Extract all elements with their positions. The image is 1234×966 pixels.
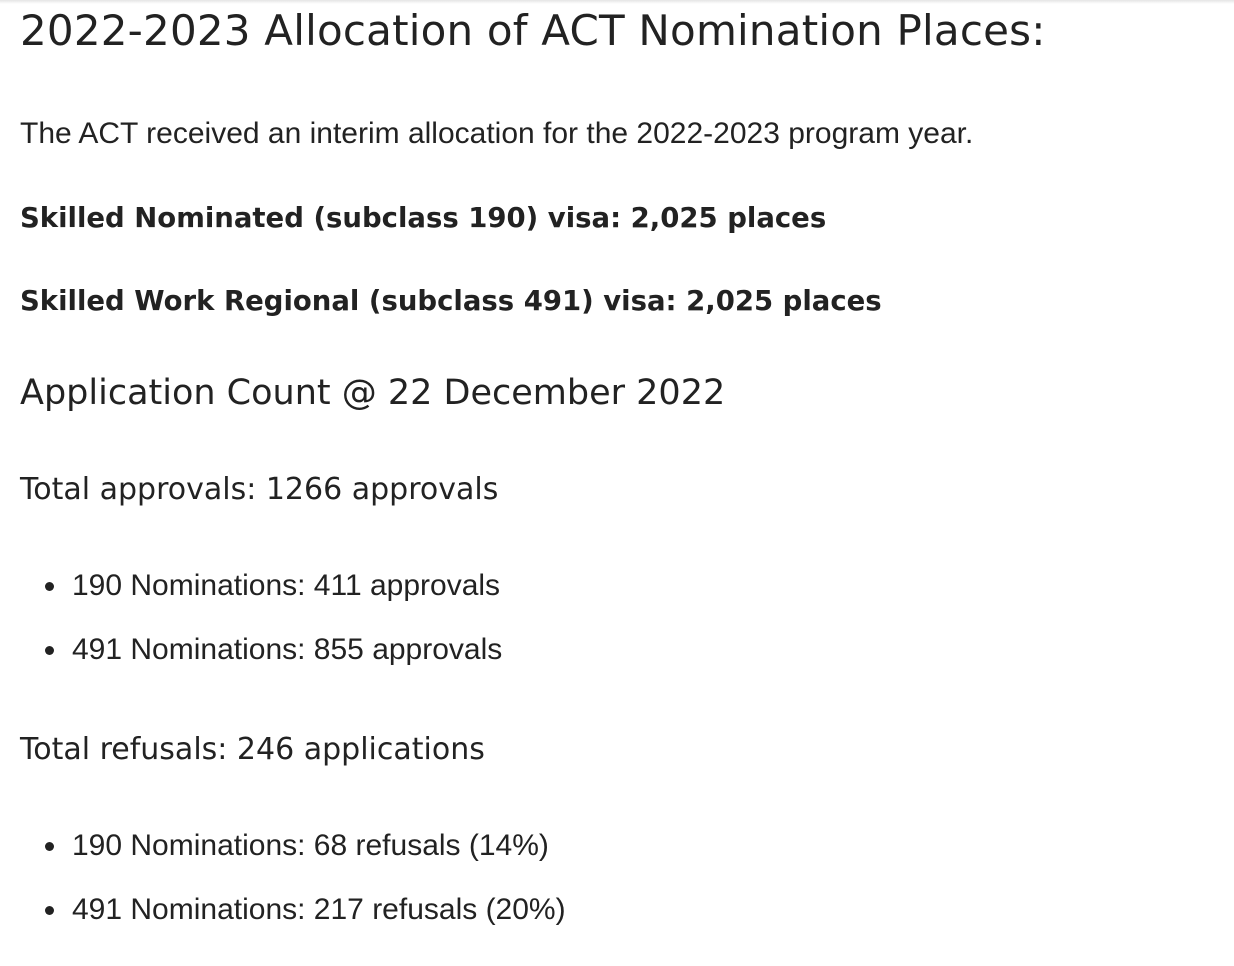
list-item <box>20 890 566 954</box>
refusals-total: Total refusals: 246 applications <box>20 732 485 767</box>
bullet-icon <box>45 906 54 915</box>
list-item <box>20 566 502 630</box>
page-title: 2022-2023 Allocation of ACT Nomination Places: <box>20 6 1046 55</box>
list-item-text: 190 Nominations: 68 refusals (14%) <box>72 829 549 862</box>
count-heading: Application Count @ 22 December 2022 <box>20 373 726 413</box>
list-item <box>20 630 502 694</box>
bullet-icon <box>45 582 54 591</box>
allocation-491: Skilled Work Regional (subclass 491) visa: 2,025 places <box>20 285 882 317</box>
list-item <box>20 826 566 890</box>
bullet-icon <box>45 646 54 655</box>
allocation-190: Skilled Nominated (subclass 190) visa: 2,025 places <box>20 202 827 234</box>
bullet-icon <box>45 842 54 851</box>
list-item-text: 491 Nominations: 855 approvals <box>72 633 503 666</box>
approvals-list <box>20 566 502 694</box>
intro-text: The ACT received an interim allocation for the 2022-2023 program year. <box>20 117 974 150</box>
list-item-text: 491 Nominations: 217 refusals (20%) <box>72 893 566 926</box>
list-item-text: 190 Nominations: 411 approvals <box>72 569 501 602</box>
approvals-total: Total approvals: 1266 approvals <box>20 472 499 507</box>
refusals-list <box>20 826 566 954</box>
